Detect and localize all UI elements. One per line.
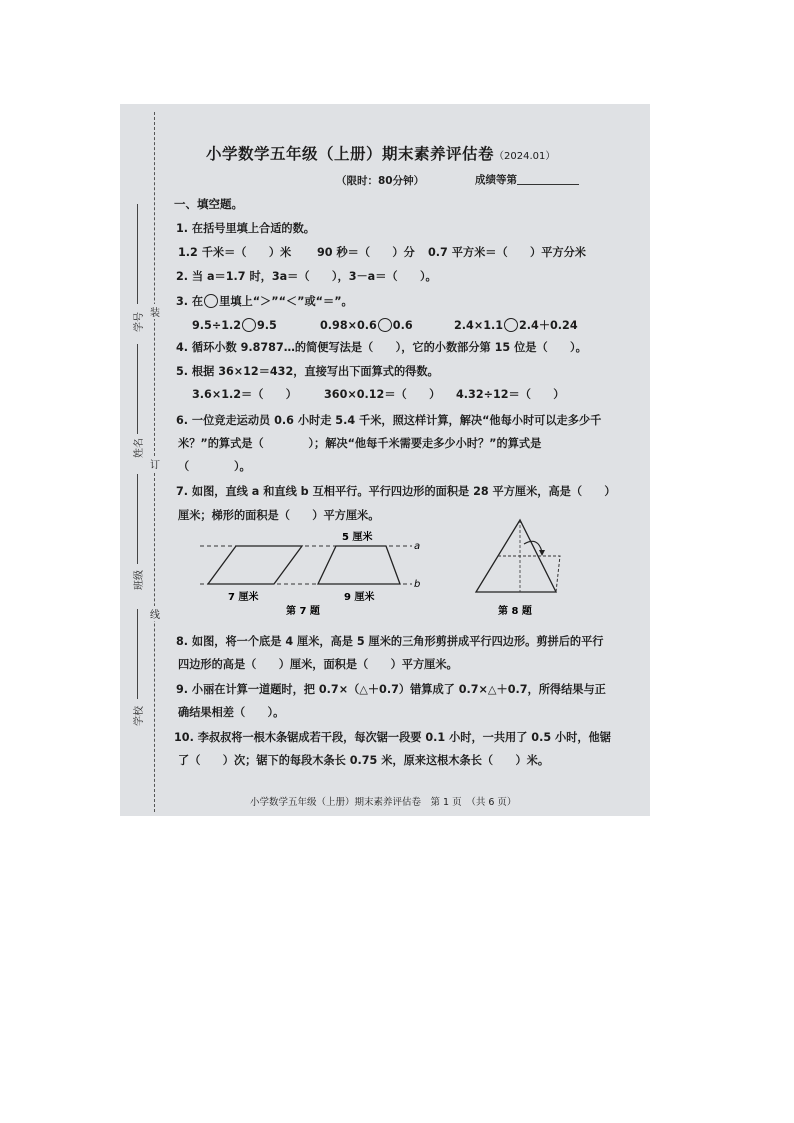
title-text: 小学数学五年级（上册）期末素养评估卷 — [206, 145, 495, 163]
fig7-base-right: 9 厘米 — [344, 592, 375, 603]
q8-line1: 8. 如图，将一个底是 4 厘米，高是 5 厘米的三角形剪拼成平行四边形。剪拼后的平行 — [176, 635, 604, 648]
q1c: 0.7 平方米＝（ ）平方分米 — [428, 246, 586, 259]
grade-label: 成绩等第 — [475, 174, 517, 186]
student-id-label: 学号 — [134, 312, 145, 332]
fig7-base-left: 7 厘米 — [228, 592, 259, 603]
q7-line1: 7. 如图，直线 a 和直线 b 互相平行。平行四边形的面积是 28 平方厘米，高是（ ） — [176, 485, 616, 498]
q3c-left: 2.4×1.1 — [454, 319, 504, 332]
q5-text: 5. 根据 36×12＝432，直接写出下面算式的得数。 — [176, 365, 439, 378]
q7-line2: 厘米；梯形的面积是（ ）平方厘米。 — [178, 509, 380, 522]
q1b: 90 秒＝（ ）分 — [317, 246, 415, 259]
q1-text: 1. 在括号里填上合适的数。 — [176, 222, 315, 235]
q3b-left: 0.98×0.6 — [320, 319, 377, 332]
name-line — [137, 344, 138, 434]
arrow-head-icon — [539, 550, 545, 556]
fig7-line-b-label: b — [414, 579, 421, 590]
exam-photo — [120, 104, 650, 816]
grade-blank — [517, 173, 579, 185]
q2-text: 2. 当 a＝1.7 时，3a＝（ ），3－a＝（ ）。 — [176, 270, 437, 283]
time-limit: （限时：80分钟） — [336, 175, 425, 187]
fig7-top-label: 5 厘米 — [342, 532, 373, 543]
title-date: （2024.01） — [494, 151, 556, 162]
q6-line2: 米？”的算式是（ ）；解决“他每千米需要走多少小时？”的算式是 — [178, 437, 542, 450]
circle-icon — [204, 294, 218, 308]
q4-text: 4. 循环小数 9.8787…的简便写法是（ ），它的小数部分第 15 位是（ ）。 — [176, 341, 587, 354]
school-line — [137, 609, 138, 699]
trapezoid — [318, 546, 400, 584]
q6-line3: （ ）。 — [178, 460, 251, 473]
q5c: 4.32÷12＝（ ） — [456, 388, 565, 401]
section-title: 一、填空题。 — [174, 197, 243, 211]
fig7-caption: 第 7 题 — [286, 606, 320, 617]
fig8-caption: 第 8 题 — [498, 606, 532, 617]
q3a-left: 9.5÷1.2 — [192, 319, 242, 332]
q3a-right: 9.5 — [257, 319, 277, 332]
figure-8 — [468, 516, 568, 621]
q8-line2: 四边形的高是（ ）厘米，面积是（ ）平方厘米。 — [178, 658, 458, 671]
q3c-right: 2.4＋0.24 — [519, 319, 578, 332]
q9-line1: 9. 小丽在计算一道题时，把 0.7×（△＋0.7）错算成了 0.7×△＋0.7，所得结果与正 — [176, 683, 606, 696]
q3c — [454, 318, 578, 333]
q3-pre: 3. 在 — [176, 295, 204, 308]
class-label: 班级 — [134, 570, 145, 590]
figure-7 — [200, 528, 430, 618]
grade-field — [475, 172, 579, 187]
q3b — [320, 318, 413, 333]
student-id-line — [137, 204, 138, 304]
page-footer: 小学数学五年级（上册）期末素养评估卷 第 1 页 （共 6 页） — [250, 797, 517, 808]
compare-circle[interactable] — [504, 318, 518, 332]
binding-mark-zhuang: 装 — [150, 304, 160, 319]
q5b: 360×0.12＝（ ） — [324, 388, 441, 401]
q10-line1: 10. 李叔叔将一根木条锯成若干段，每次锯一段要 0.1 小时，一共用了 0.5 小时，他锯 — [174, 731, 611, 744]
q1a: 1.2 千米＝（ ）米 — [178, 246, 292, 259]
q6-line1: 6. 一位竞走运动员 0.6 小时走 5.4 千米，照这样计算，解决“他每小时可以走多少千 — [176, 414, 602, 427]
q5a: 3.6×1.2＝（ ） — [192, 388, 297, 401]
class-line — [137, 474, 138, 564]
q3-text — [176, 294, 353, 309]
binding-mark-xian: 线 — [150, 606, 160, 621]
q3a — [192, 318, 277, 333]
compare-circle[interactable] — [378, 318, 392, 332]
q9-line2: 确结果相差（ ）。 — [178, 706, 285, 719]
q3-post: 里填上“＞”“＜”或“＝”。 — [219, 295, 353, 308]
fig7-line-a-label: a — [414, 541, 421, 552]
school-label: 学校 — [134, 706, 145, 726]
q3b-right: 0.6 — [392, 319, 413, 332]
parallelogram — [208, 546, 302, 584]
binding-mark-ding: 订 — [150, 456, 160, 471]
exam-title — [206, 142, 555, 164]
q10-line2: 了（ ）次；锯下的每段木条长 0.75 米，原来这根木条长（ ）米。 — [178, 754, 550, 767]
name-label: 姓名 — [134, 438, 145, 458]
compare-circle[interactable] — [242, 318, 256, 332]
